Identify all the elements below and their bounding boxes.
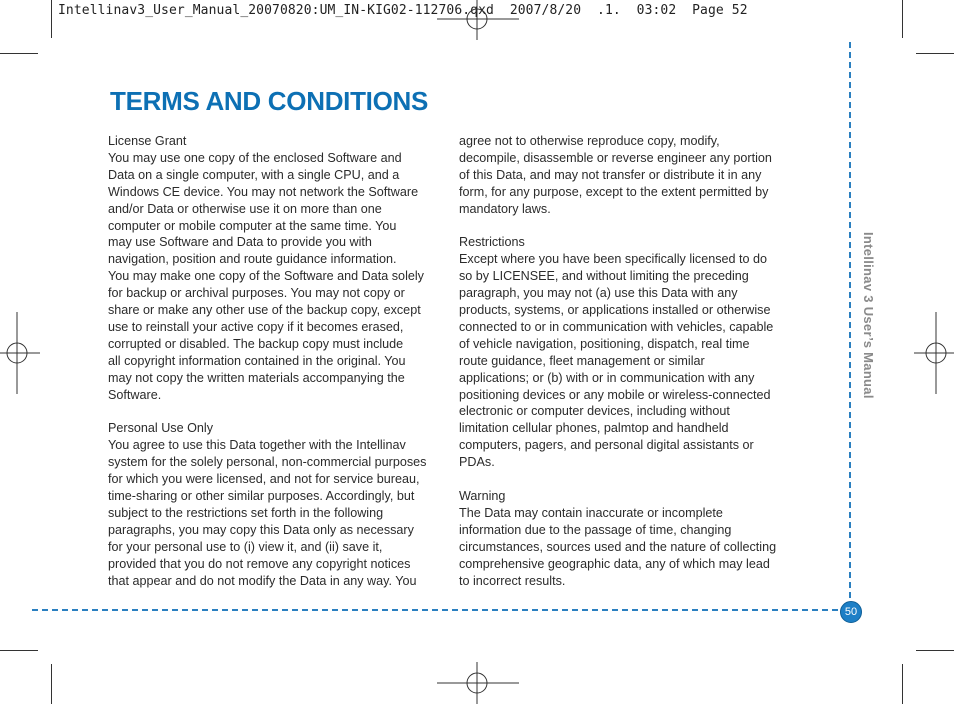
text-line: navigation, position and route guidance information. — [108, 252, 397, 267]
page-title: TERMS AND CONDITIONS — [110, 86, 429, 116]
text-line: PDAs. — [459, 455, 495, 470]
text-line: Data on a single computer, with a single CPU, and a — [108, 167, 400, 182]
crop-mark-bottom-left-horizontal — [0, 650, 38, 651]
text-line: paragraph, you may not (a) use this Data with any — [459, 286, 738, 301]
registration-mark-left — [0, 312, 40, 394]
text-line: to incorrect results. — [459, 573, 566, 588]
registration-mark-right — [914, 312, 954, 394]
warning-section — [459, 488, 797, 589]
page-number-badge: 50 — [840, 601, 862, 623]
text-line: You may use one copy of the enclosed Software and — [108, 150, 402, 165]
text-line: agree not to otherwise reproduce copy, modify, — [459, 134, 720, 148]
left-text-column — [108, 133, 444, 606]
text-line: may use Software and Data to provide you with — [108, 235, 372, 250]
text-line: decompile, disassemble or reverse engineer any portion — [459, 150, 772, 165]
text-line: corrupted or disabled. The backup copy must include — [108, 336, 404, 351]
text-line: time-sharing or other similar purposes. Accordingly, but — [108, 489, 415, 504]
text-line: of vehicle navigation, positioning, dispatch, real time — [459, 336, 750, 351]
text-line: for which you were licensed, and not for service bureau, — [108, 472, 420, 487]
personal-use-body — [108, 437, 444, 589]
text-line: computer or mobile computer at the same time. You — [108, 218, 397, 233]
text-line: Software. — [108, 387, 162, 402]
text-line: use to reinstall your active copy if it becomes erased, — [108, 319, 404, 334]
text-line: for your personal use to (i) view it, and (ii) save it, — [108, 539, 383, 554]
text-line: that appear and do not modify the Data in any way. You — [108, 573, 417, 588]
registration-mark-top — [437, 0, 519, 40]
registration-mark-bottom — [437, 662, 519, 704]
text-line: Except where you have been specifically licensed to do — [459, 252, 768, 267]
right-text-column — [459, 133, 797, 606]
text-line: applications; or (b) with or in communication with any — [459, 370, 755, 385]
text-line: comprehensive geographic data, any of which may lead — [459, 556, 770, 571]
continuation-body — [459, 133, 797, 218]
text-line: paragraphs, you may copy this Data only as necessary — [108, 522, 414, 537]
print-slug-line: Intellinav3_User_Manual_20070820:UM_IN-KIG02-112706.qxd 2007/8/20 .1. 03:02 Page 52 — [58, 3, 748, 18]
text-line: electronic or computer devices, including without — [459, 404, 730, 419]
crop-mark-bottom-right-vertical — [902, 664, 903, 704]
text-line: so by LICENSEE, and without limiting the preceding — [459, 269, 749, 284]
warning-body — [459, 505, 797, 590]
side-manual-label: Intellinav 3 User’s Manual — [861, 232, 876, 399]
text-line: computers, pagers, and personal digital assistants or — [459, 438, 754, 453]
crop-mark-bottom-right-horizontal — [916, 650, 954, 651]
text-line: all copyright information contained in the original. You — [108, 353, 406, 368]
text-line: mandatory laws. — [459, 201, 551, 216]
text-line: You agree to use this Data together with the Intellinav — [108, 438, 406, 453]
text-line: and/or Data or otherwise use it on more than one — [108, 201, 382, 216]
crop-mark-top-right-vertical — [902, 0, 903, 38]
license-grant-heading: License Grant — [108, 134, 187, 148]
crop-mark-top-left-horizontal — [0, 53, 38, 54]
restrictions-body — [459, 251, 797, 471]
crop-mark-top-right-horizontal — [916, 53, 954, 54]
license-grant-body — [108, 150, 444, 404]
text-line: You may make one copy of the Software and Data solely — [108, 269, 424, 284]
text-line: The Data may contain inaccurate or incomplete — [459, 505, 723, 520]
text-line: route guidance, fleet management or similar — [459, 353, 705, 368]
text-line: circumstances, sources used and the nature of collecting — [459, 539, 777, 554]
text-line: of this Data, and may not transfer or distribute it in any — [459, 167, 762, 182]
personal-use-section — [108, 420, 444, 589]
license-grant-section — [108, 133, 444, 404]
restrictions-section — [459, 234, 797, 471]
vertical-dashed-rule — [849, 42, 851, 598]
text-line: information due to the passage of time, changing — [459, 522, 732, 537]
continuation-section — [459, 133, 797, 218]
text-line: share or make any other use of the backup copy, except — [108, 303, 421, 318]
text-line: form, for any purpose, except to the extent permitted by — [459, 184, 769, 199]
text-line: provided that you do not remove any copyright notices — [108, 556, 411, 571]
text-line: system for the solely personal, non-commercial purposes — [108, 455, 427, 470]
crop-mark-bottom-left-vertical — [51, 664, 52, 704]
restrictions-heading: Restrictions — [459, 235, 525, 250]
warning-heading: Warning — [459, 489, 506, 503]
text-line: products, systems, or applications installed or otherwise — [459, 303, 771, 318]
horizontal-dashed-rule — [32, 609, 848, 611]
text-line: subject to the restrictions set forth in the following — [108, 505, 384, 520]
text-line: positioning devices or any mobile or wireless-connected — [459, 387, 771, 402]
text-line: limitation cellular phones, palmtop and handheld — [459, 421, 729, 436]
text-line: Windows CE device. You may not network the Software — [108, 184, 419, 199]
crop-mark-top-left-vertical — [51, 0, 52, 38]
text-line: for backup or archival purposes. You may not copy or — [108, 286, 405, 301]
text-line: connected to or in communication with vehicles, capable — [459, 319, 774, 334]
text-line: may not copy the written materials accompanying the — [108, 370, 405, 385]
personal-use-heading: Personal Use Only — [108, 421, 213, 436]
